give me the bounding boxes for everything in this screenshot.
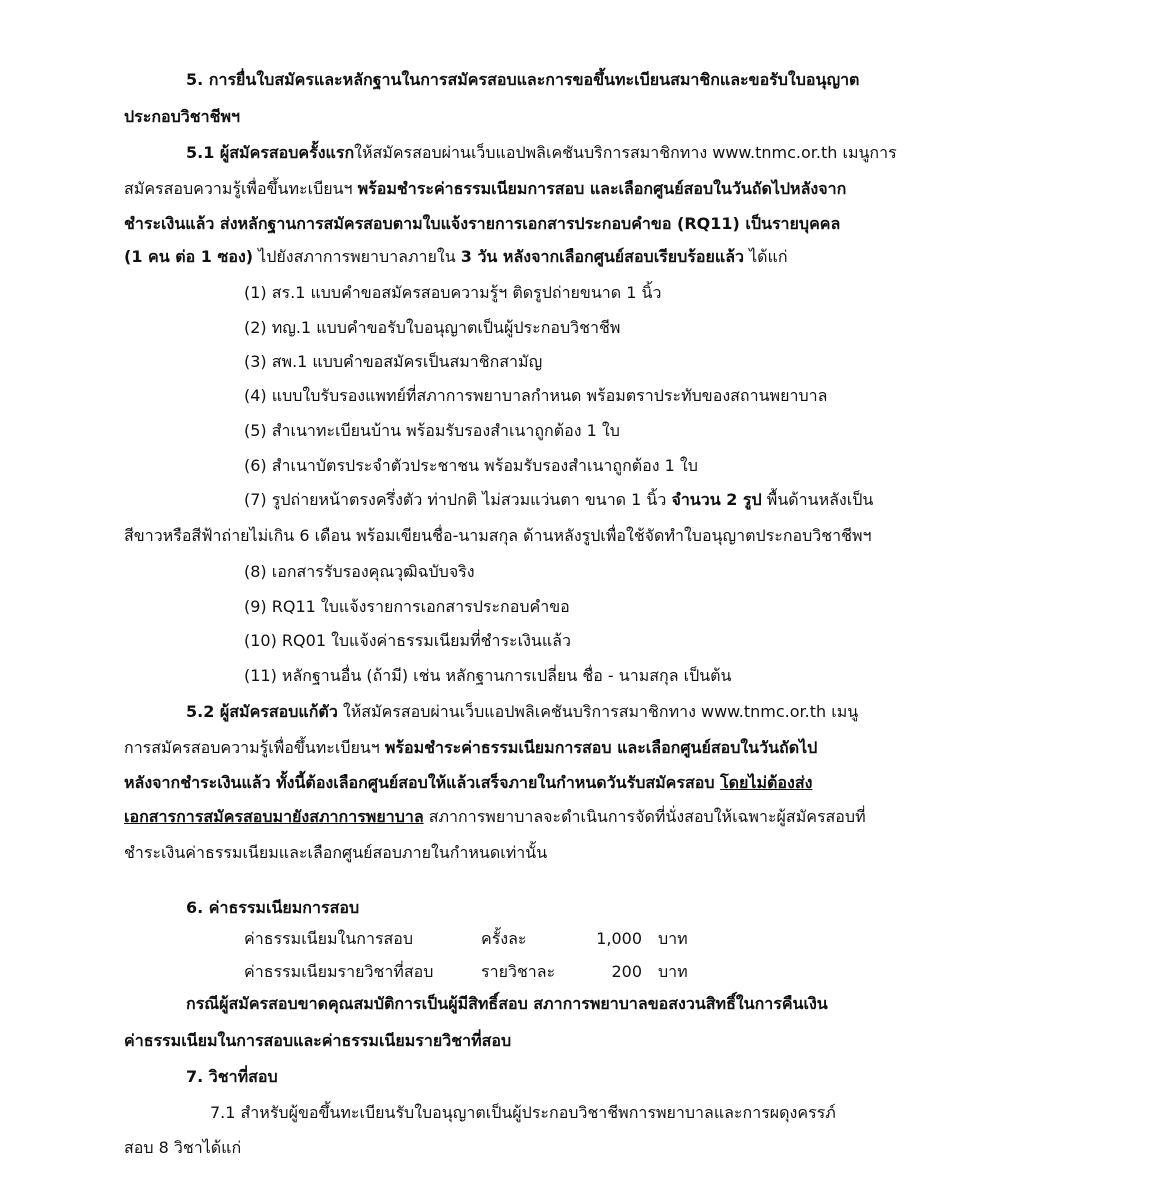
section5-heading-line2: ประกอบวิชาชีพฯ (124, 107, 241, 126)
list-item: (8) เอกสารรับรองคุณวุฒิฉบับจริง (244, 562, 475, 581)
p52-line2 (124, 738, 817, 758)
list-item: (11) หลักฐานอื่น (ถ้ามี) เช่น หลักฐานการเปลี่ยน ชื่อ - นามสกุล เป็นต้น (244, 666, 732, 685)
fee-currency: บาท (658, 929, 688, 948)
list-item-7-line1 (244, 490, 873, 510)
fee-currency: บาท (658, 962, 688, 981)
list-item: (4) แบบใบรับรองแพทย์ที่สภาการพยาบาลกำหนด พร้อมตราประทับของสถานพยาบาล (244, 386, 828, 405)
p51-line3: ชำระเงินแล้ว ส่งหลักฐานการสมัครสอบตามใบแจ้งรายการเอกสารประกอบคำขอ (RQ11) เป็นรายบุคคล (124, 214, 841, 233)
p51-text4b: ไปยังสภาการพยาบาลภายใน (253, 247, 461, 266)
p51-line1 (186, 143, 897, 163)
section5-heading-line1: 5. การยื่นใบสมัครและหลักฐานในการสมัครสอบและการขอขึ้นทะเบียนสมาชิกและขอรับใบอนุญาต (186, 70, 860, 89)
p52-lead: 5.2 ผู้สมัครสอบแก้ตัว (186, 702, 338, 721)
fee-label: ค่าธรรมเนียมในการสอบ (244, 929, 414, 948)
p71-line1: 7.1 สำหรับผู้ขอขึ้นทะเบียนรับใบอนุญาตเป็นผู้ประกอบวิชาชีพการพยาบาลและการผดุงครรภ์ (210, 1103, 836, 1122)
item7-text1: (7) รูปถ่ายหน้าตรงครึ่งตัว ท่าปกติ ไม่สวมแว่นตา ขนาด 1 นิ้ว (244, 490, 672, 509)
p52-text1: ให้สมัครสอบผ่านเว็บแอปพลิเคชันบริการสมาชิกทาง www.tnmc.or.th เมนู (337, 702, 859, 721)
p52-line3 (124, 773, 812, 793)
fee-amount: 1,000 (596, 929, 642, 948)
list-item: (5) สำเนาทะเบียนบ้าน พร้อมรับรองสำเนาถูกต้อง 1 ใบ (244, 421, 620, 440)
p51-bold2: พร้อมชำระค่าธรรมเนียมการสอบ และเลือกศูนย์สอบในวันถัดไปหลังจาก (357, 179, 847, 198)
p52-bold3a: หลังจากชำระเงินแล้ว ทั้งนี้ต้องเลือกศูนย์สอบให้แล้วเสร็จภายในกำหนดวันรับสมัครสอบ (124, 773, 721, 792)
p52-line5: ชำระเงินค่าธรรมเนียมและเลือกศูนย์สอบภายในกำหนดเท่านั้น (124, 843, 548, 862)
list-item: (1) สร.1 แบบคำขอสมัครสอบความรู้ฯ ติดรูปถ่ายขนาด 1 นิ้ว (244, 283, 662, 302)
p51-line2 (124, 179, 846, 199)
p51-lead: 5.1 ผู้สมัครสอบครั้งแรก (186, 143, 355, 162)
p52-text2a: การสมัครสอบความรู้เพื่อขึ้นทะเบียนฯ (124, 738, 385, 757)
fee-unit: ครั้งละ (481, 929, 527, 948)
p71-line2: สอบ 8 วิชาได้แก่ (124, 1138, 242, 1157)
fee-unit: รายวิชาละ (481, 962, 556, 981)
p52-bold2: พร้อมชำระค่าธรรมเนียมการสอบ และเลือกศูนย์สอบในวันถัดไป (384, 738, 818, 757)
item7-bold: จำนวน 2 รูป (671, 490, 762, 509)
list-item: (9) RQ11 ใบแจ้งรายการเอกสารประกอบคำขอ (244, 597, 570, 616)
list-item: (6) สำเนาบัตรประจำตัวประชาชน พร้อมรับรองสำเนาถูกต้อง 1 ใบ (244, 456, 698, 475)
fee-label: ค่าธรรมเนียมรายวิชาที่สอบ (244, 962, 434, 981)
list-item-7-line2: สีขาวหรือสีฟ้าถ่ายไม่เกิน 6 เดือน พร้อมเขียนชื่อ-นามสกุล ด้านหลังรูปเพื่อใช้จัดทำใบอนุญาตประกอบวิชาชีพฯ (124, 526, 872, 545)
section6-heading: 6. ค่าธรรมเนียมการสอบ (186, 898, 360, 917)
p51-line4 (124, 247, 788, 267)
p51-bold4c: 3 วัน หลังจากเลือกศูนย์สอบเรียบร้อยแล้ว (460, 247, 744, 266)
item7-text1b: พื้นด้านหลังเป็น (761, 490, 874, 509)
p51-text4d: ได้แก่ (743, 247, 788, 266)
fee-amount: 200 (611, 962, 642, 981)
list-item: (2) ทญ.1 แบบคำขอรับใบอนุญาตเป็นผู้ประกอบวิชาชีพ (244, 318, 621, 337)
p51-text2a: สมัครสอบความรู้เพื่อขึ้นทะเบียนฯ (124, 179, 358, 198)
fee-note-line2: ค่าธรรมเนียมในการสอบและค่าธรรมเนียมรายวิชาที่สอบ (124, 1031, 512, 1050)
p52-line1 (186, 702, 858, 722)
section7-heading: 7. วิชาที่สอบ (186, 1067, 278, 1086)
fee-note-line1: กรณีผู้สมัครสอบขาดคุณสมบัติการเป็นผู้มีสิทธิ์สอบ สภาการพยาบาลขอสงวนสิทธิ์ในการคืนเงิน (186, 994, 828, 1013)
p52-line4 (124, 807, 866, 827)
list-item: (3) สพ.1 แบบคำขอสมัครเป็นสมาชิกสามัญ (244, 352, 543, 371)
p51-bold4a: (1 คน ต่อ 1 ซอง) (124, 247, 254, 266)
p52-text4: สภาการพยาบาลจะดำเนินการจัดที่นั่งสอบให้เฉพาะผู้สมัครสอบที่ (423, 807, 866, 826)
p52-bold4u: เอกสารการสมัครสอบมายังสภาการพยาบาล (124, 807, 424, 826)
p51-text1: ให้สมัครสอบผ่านเว็บแอปพลิเคชันบริการสมาชิกทาง www.tnmc.or.th เมนูการ (354, 143, 897, 162)
p52-bold3u: โดยไม่ต้องส่ง (720, 773, 813, 792)
list-item: (10) RQ01 ใบแจ้งค่าธรรมเนียมที่ชำระเงินแล้ว (244, 631, 571, 650)
